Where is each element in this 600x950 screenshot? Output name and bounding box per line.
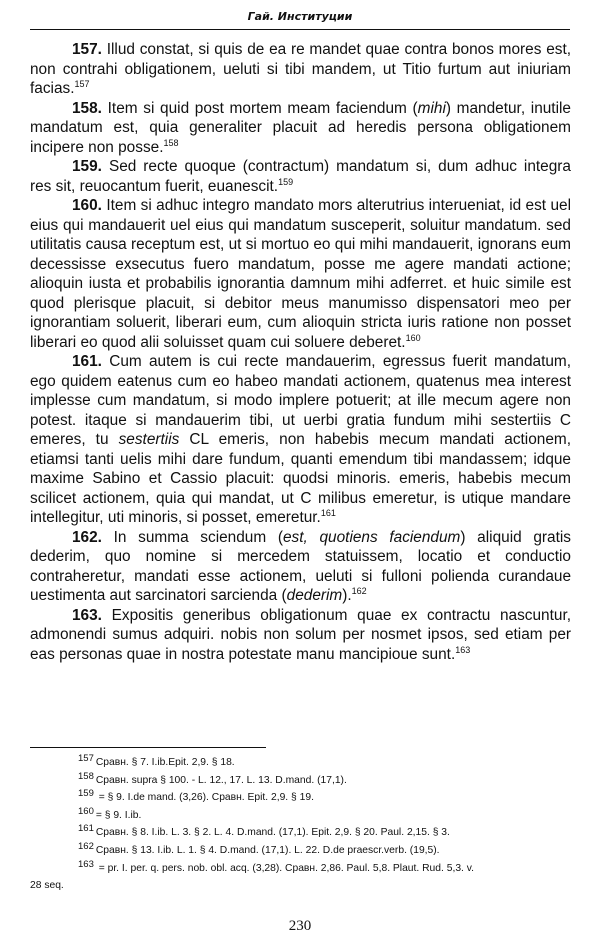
footnote-160 (30, 807, 570, 825)
footnote-number: 157 (78, 753, 94, 764)
page-number: 230 (288, 918, 312, 934)
paragraph-text: Cum autem is cui recte mandauerim, egressus fuerit mandatum, ego quidem eatenus cum eo habeo mandati actionem, quatenus mea interest implesse cum mandatum, si modo implere potuerit; at ille mecum agere non potest. itaque si mandauerim tibi, ut uerbi gratia fundum mihi sestertiis C emeres, tu (30, 353, 571, 448)
paragraph-161 (30, 352, 571, 528)
paragraph-number: 162. (72, 528, 102, 546)
footnote-163 (30, 860, 570, 878)
paragraph-number: 163. (72, 606, 102, 624)
footnote-text: = § 9. I.ib. (95, 809, 142, 821)
footnote-number: 160 (78, 805, 94, 817)
paragraph-text: Illud constat, si quis de ea re mandet quae contra bonos mores est, non contrahi obligationem, ueluti si tibi mandem, ut Titio furtum aut iniuriam facias. (30, 41, 571, 97)
italic-text: dederim (286, 587, 343, 604)
footnote-text: Сравн. § 8. I.ib. L. 3. § 2. L. 4. D.mand. (17,1). Epit. 2,9. § 20. Paul. 2,15. § 3. (95, 827, 450, 839)
footnote-157 (30, 754, 570, 772)
footnote-158 (30, 772, 570, 790)
paragraph-text: Expositis generibus obligationum quae ex contractu nascuntur, admonendi sumus adquiri. nobis non solum per nosmet ipsos, sed etiam per eas personas quae in nostra potestate manu mancipioue sunt. (30, 606, 571, 663)
paragraph-text: ). (342, 587, 352, 604)
footnote-161 (30, 824, 570, 842)
footnote-rule (30, 747, 266, 748)
footnote-ref[interactable]: 159 (278, 176, 294, 187)
paragraph-159 (30, 157, 571, 196)
footnote-ref[interactable]: 163 (455, 644, 471, 655)
paragraph-160 (30, 196, 571, 352)
paragraph-text: ) aliquid gratis dederim, quo nomine si mercedem statuissem, locatio et conductio contraheretur, mandati esse actionem, ueluti si fulloni polienda curandaue uestimenta aut sarcinatori sarcienda ( (30, 528, 571, 604)
italic-text: sestertiis (118, 431, 180, 448)
paragraph-text: CL emeris, non habebis mecum mandati actionem, etiamsi tanti uelis mihi dare fundum, quanti emendum tibi mandassem; idque maxime Sabino et Cassio placuit: quodsi minoris. emeris, habebis mecum scilicet actionem, quia qui mandat, ut C milibus emeretur, is utique mandare intellegitur, uti minoris, si posset, emeretur. (30, 431, 571, 526)
footnote-text: Сравн. supra § 100. - L. 12., 17. L. 13. D.mand. (17,1). (95, 774, 347, 786)
footnote-text: Сравн. § 13. I.ib. L. 1. § 4. D.mand. (17,1). L. 22. D.de praescr.verb. (19,5). (95, 844, 440, 856)
footnote-163-continuation: 28 seq. (30, 880, 64, 892)
footnote-ref[interactable]: 161 (320, 508, 336, 518)
footnote-ref[interactable]: 157 (74, 79, 90, 89)
paragraph-number: 159. (72, 158, 102, 175)
footnote-text: = § 9. I.de mand. (3,26). Сравн. Epit. 2,9. § 19. (95, 792, 314, 804)
footnote-text: = pr. I. per. q. pers. nob. obl. acq. (3,28). Сравн. 2,86. Paul. 5,8. Plaut. Rud. 5,3. v. (95, 862, 475, 874)
footnote-number: 161 (78, 823, 94, 835)
footnotes (30, 754, 570, 895)
running-header: Гай. Институции (247, 10, 353, 23)
footnote-162 (30, 842, 570, 860)
italic-text: est, quotiens faciendum (283, 528, 461, 546)
paragraph-163 (30, 606, 571, 665)
footnote-ref[interactable]: 162 (351, 586, 367, 596)
paragraph-text: In summa sciendum ( (113, 528, 283, 546)
paragraph-162 (30, 528, 571, 606)
italic-text: mihi (417, 99, 446, 117)
paragraph-text: Item si quid post mortem meam faciendum ( (107, 99, 418, 117)
footnote-number: 163 (78, 858, 94, 870)
paragraph-text: ) mandetur, inutile mandatum est, quia generaliter placuit ad heredis persona obligationem incipere non posse. (30, 99, 571, 156)
paragraph-158 (30, 99, 571, 158)
paragraph-number: 157. (72, 41, 102, 58)
paragraph-text: Item si adhuc integro mandato mors alterutrius interueniat, id est uel eius qui mandauerit uel eius qui mandatum susceperit, soluitur mandatum. sed utilitatis causa receptum est, ut si mortuo eo qui mihi mandauerit, ignorans eum decessisse exsecutus fuero mandatum, posse me agere mandati actione; alioquin iusta et probabilis ignorantia damnum mihi adferret. et huic simile est quod plerisque placuit, si debitor meus manumisso dispensatori meo per ignorantiam soluerit, liberari eum, cum alioquin stricta iuris ratione non posset liberari eo quod alii soluisset quam cui soluere deberet. (30, 197, 571, 351)
footnote-ref[interactable]: 158 (163, 137, 179, 148)
main-text (30, 40, 571, 664)
footnote-number: 159 (78, 788, 94, 800)
footnote-text: Сравн. § 7. I.ib.Epit. 2,9. § 18. (95, 757, 235, 768)
footnote-number: 162 (78, 840, 94, 852)
paragraph-157 (30, 40, 571, 99)
footnote-ref[interactable]: 160 (405, 332, 421, 343)
footnote-number: 158 (78, 770, 94, 782)
footnote-159 (30, 789, 570, 807)
paragraph-number: 161. (72, 353, 102, 370)
paragraph-number: 160. (72, 197, 102, 214)
paragraph-number: 158. (72, 99, 102, 117)
paragraph-text: Sed recte quoque (contractum) mandatum si, dum adhuc integra res sit, reuocantum fuerit, euanescit. (30, 158, 571, 195)
header-rule (30, 29, 570, 30)
